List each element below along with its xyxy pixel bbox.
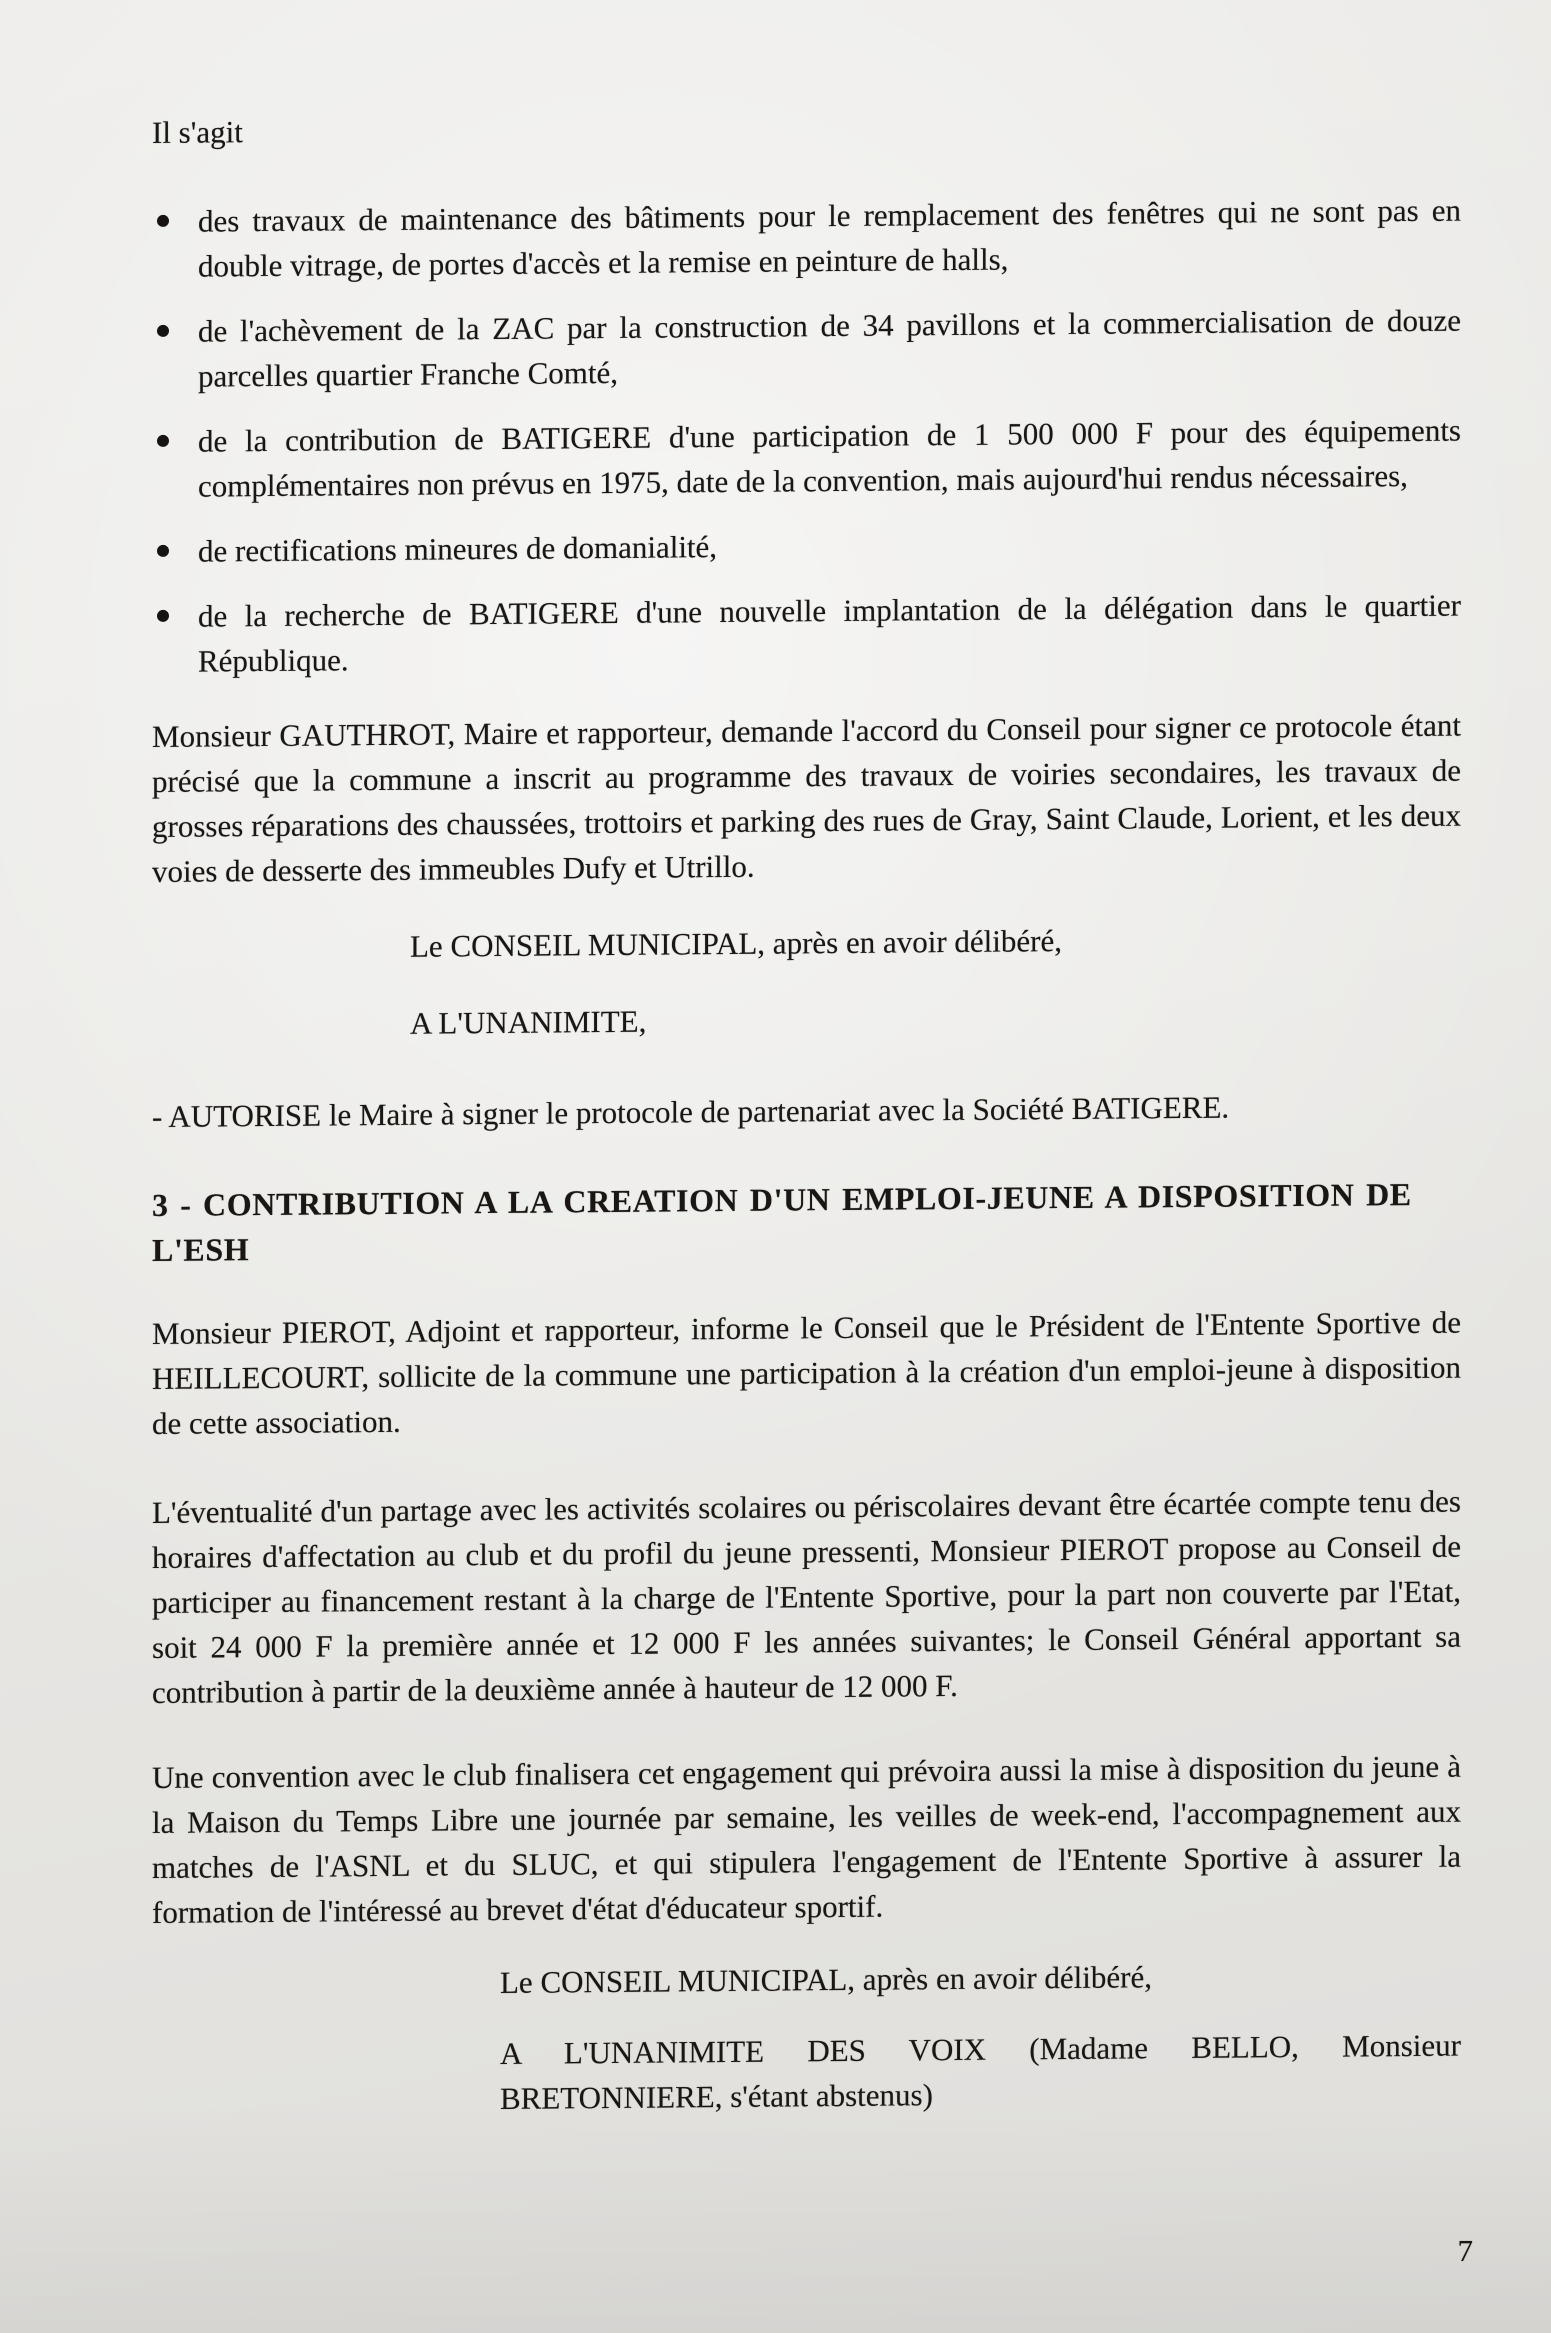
deliberation-line-2: Le CONSEIL MUNICIPAL, après en avoir délibéré, [500, 1959, 1152, 2000]
bullet-icon [157, 545, 169, 557]
paragraph-gauthrot: Monsieur GAUTHROT, Maire et rapporteur, demande l'accord du Conseil pour signer ce protocole étant précisé que la commune a inscrit au programme des travaux de voiries secondaires, les travaux de grosses réparations des chaussées, trottoirs et parking des rues de Gray, Saint Claude, Lorient, et les deux voies de desserte des immeubles Dufy et Utrillo. [152, 707, 1461, 889]
list-item-text: de la contribution de BATIGERE d'une participation de 1 500 000 F pour des équipements complémentaires non prévus en 1975, date de la convention, mais aujourd'hui rendus nécessaires, [198, 412, 1461, 504]
bullet-icon [157, 215, 169, 227]
list-item-text: des travaux de maintenance des bâtiments pour le remplacement des fenêtres qui ne sont pas en double vitrage, de portes d'accès et la remise en peinture de halls, [198, 192, 1461, 284]
list-item [152, 518, 1461, 574]
list-item-text: de rectifications mineures de domanialité, [198, 529, 718, 569]
intro-line: Il s'agit [152, 114, 243, 150]
list-item [152, 408, 1461, 509]
paragraph-pierot: Monsieur PIEROT, Adjoint et rapporteur, informe le Conseil que le Président de l'Entente Sportive de HEILLECOURT, sollicite de la commune une participation à la création d'un emploi-jeune à disposition de cette association. [152, 1304, 1461, 1441]
list-item [152, 583, 1461, 684]
paragraph-eventualite: L'éventualité d'un partage avec les activités scolaires ou périscolaires devant être écartée compte tenu des horaires d'affectation au club et du profil du jeune pressenti, Monsieur PIEROT propose au Conseil de participer au financement restant à la charge de l'Entente Sportive, pour la part non couverte par l'Etat, soit 24 000 F la première année et 12 000 F les années suivantes; le Conseil Général apportant sa contribution à partir de la deuxième année à hauteur de 12 000 F. [152, 1483, 1461, 1710]
bullet-list [152, 188, 1461, 684]
list-item-text: de la recherche de BATIGERE d'une nouvelle implantation de la délégation dans le quartier République. [198, 587, 1461, 679]
bullet-icon [157, 435, 169, 447]
list-item-text: de l'achèvement de la ZAC par la construction de 34 pavillons et la commercialisation de douze parcelles quartier Franche Comté, [198, 302, 1461, 394]
list-item [152, 298, 1461, 399]
unanimity-votes-line: BRETONNIERE, s'étant abstenus) [500, 2077, 933, 2116]
bullet-icon [157, 325, 169, 337]
page-number: 7 [1457, 2233, 1473, 2268]
section-3-heading: 3 - CONTRIBUTION A LA CREATION D'UN EMPLOI-JEUNE A DISPOSITION DE L'ESH [152, 1176, 1412, 1268]
list-item [152, 188, 1461, 289]
unanimity-votes-block [500, 2023, 1461, 2121]
deliberation-line-1: Le CONSEIL MUNICIPAL, après en avoir délibéré, [410, 923, 1062, 964]
unanimity-votes-line: A L'UNANIMITE DES VOIX (Madame BELLO, Monsieur [500, 2027, 1461, 2071]
unanimity-line-1: A L'UNANIMITE, [410, 1003, 647, 1041]
bullet-icon [157, 610, 169, 622]
page-content [152, 99, 1461, 2124]
decision-autorise-line: - AUTORISE le Maire à signer le protocole de partenariat avec la Société BATIGERE. [152, 1089, 1230, 1134]
paragraph-convention: Une convention avec le club finalisera cet engagement qui prévoira aussi la mise à disposition du jeune à la Maison du Temps Libre une journée par semaine, les veilles de week-end, l'accompagnement aux matches de l'ASNL et du SLUC, et qui stipulera l'engagement de l'Entente Sportive à assurer la formation de l'intéressé au brevet d'état d'éducateur sportif. [152, 1748, 1461, 1930]
